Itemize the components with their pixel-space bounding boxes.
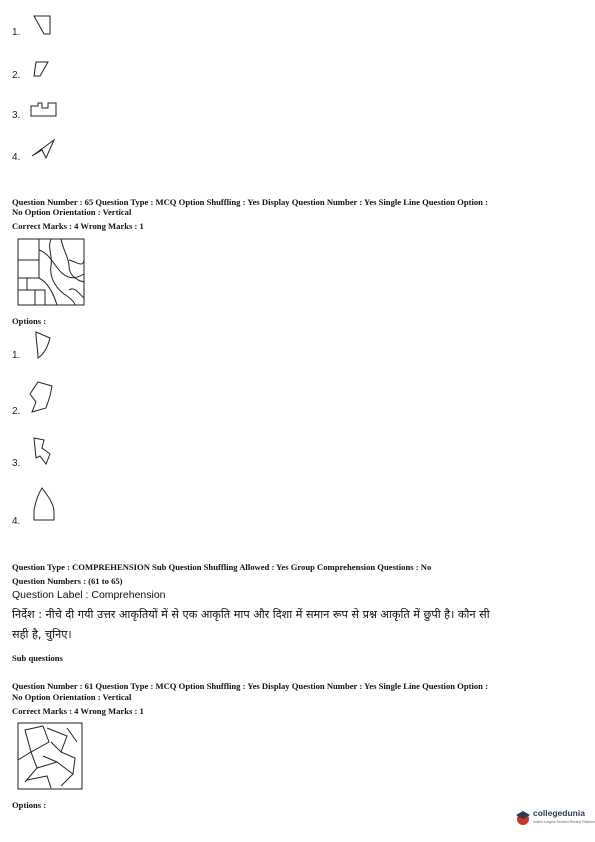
question-label: Question Label : Comprehension <box>12 589 166 601</box>
option-number: 4. <box>12 516 21 527</box>
option-figure-2 <box>30 58 54 80</box>
option-figure-3 <box>30 436 54 468</box>
option-number: 2. <box>12 406 21 417</box>
option-number: 1. <box>12 27 21 38</box>
sub-questions-heading: Sub questions <box>12 653 63 663</box>
option-figure-4 <box>30 486 58 524</box>
option-number: 1. <box>12 350 21 361</box>
question-marks: Correct Marks : 4 Wrong Marks : 1 <box>12 706 144 716</box>
question-meta-line: No Option Orientation : Vertical <box>12 692 132 702</box>
option-number: 3. <box>12 458 21 469</box>
graduation-cap-icon <box>514 808 532 826</box>
question-meta-line: No Option Orientation : Vertical <box>12 207 132 217</box>
option-figure-1 <box>30 14 54 36</box>
option-number: 2. <box>12 70 21 81</box>
question-marks: Correct Marks : 4 Wrong Marks : 1 <box>12 221 144 231</box>
instruction-line: सही है, चुनिए। <box>12 628 72 641</box>
option-figure-4 <box>30 138 58 162</box>
logo-brand: collegedunia <box>533 808 585 818</box>
comprehension-meta-line: Question Numbers : (61 to 65) <box>12 576 123 586</box>
question-meta-line: Question Number : 61 Question Type : MCQ Option Shuffling : Yes Display Question Number : Yes Single Line Question Option : <box>12 681 488 691</box>
options-heading: Options : <box>12 800 47 810</box>
option-figure-3 <box>28 100 60 120</box>
question-figure <box>17 238 85 306</box>
question-meta-line: Question Number : 65 Question Type : MCQ Option Shuffling : Yes Display Question Number : Yes Single Line Question Option : <box>12 197 488 207</box>
instruction-text <box>12 605 582 645</box>
option-number: 4. <box>12 152 21 163</box>
option-number: 3. <box>12 110 21 121</box>
option-figure-1 <box>30 330 54 360</box>
logo-tagline: India's Largest Student Review Platform <box>533 820 595 824</box>
option-figure-2 <box>28 380 56 414</box>
collegedunia-logo <box>514 806 594 830</box>
options-heading: Options : <box>12 316 47 326</box>
question-figure <box>17 722 83 790</box>
comprehension-meta-line: Question Type : COMPREHENSION Sub Question Shuffling Allowed : Yes Group Comprehension Questions : No <box>12 562 432 572</box>
instruction-line: निर्देश : नीचे दी गयी उत्तर आकृतियों में से एक आकृति माप और दिशा में समान रूप से प्रश्न आकृति में छुपी है। कौन सी <box>12 608 490 621</box>
